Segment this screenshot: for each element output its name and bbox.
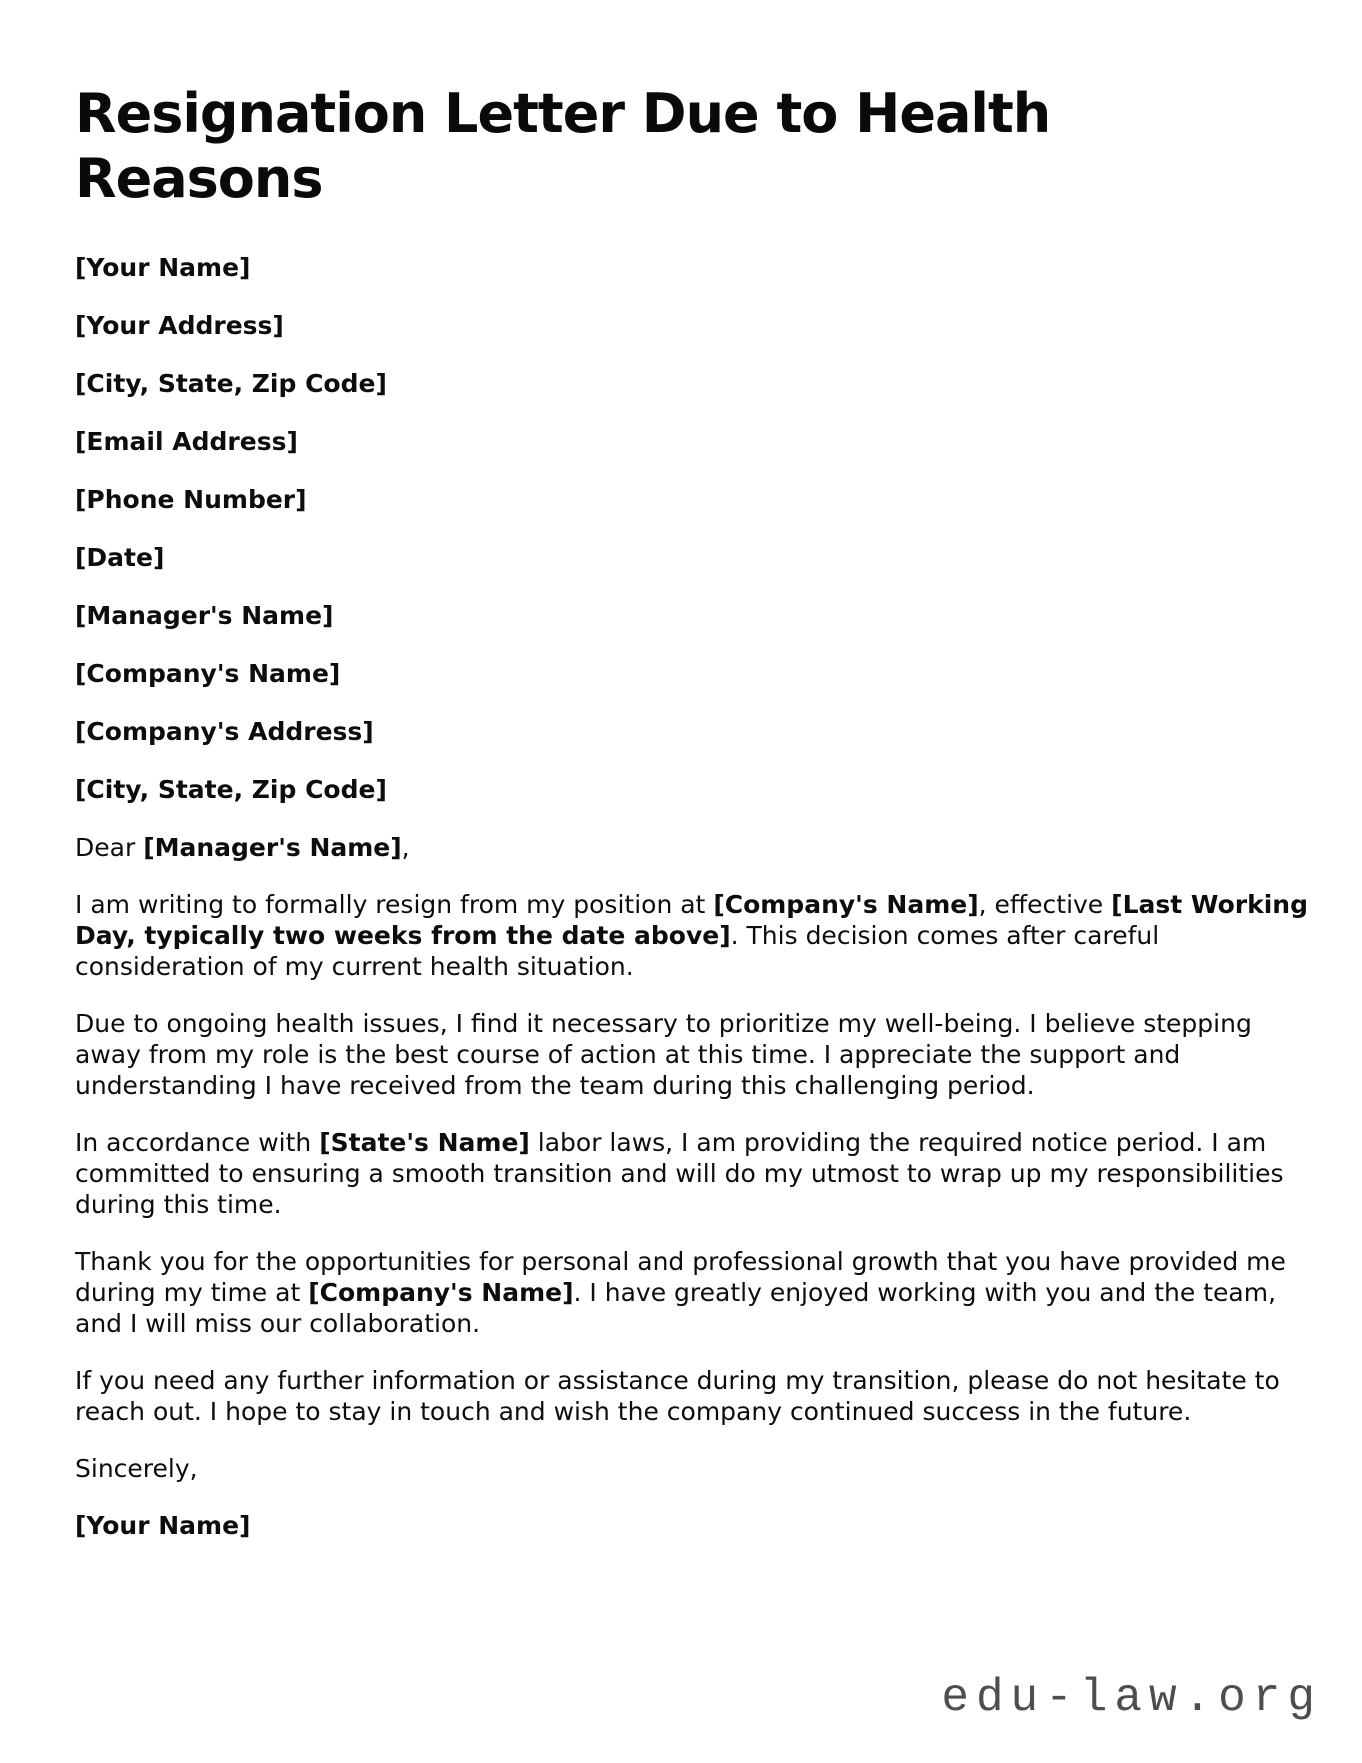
text-run: [State's Name] xyxy=(319,1127,530,1157)
text-run: , effective xyxy=(978,889,1112,919)
text-run: labor laws, I am providing the required notice period. I am committed to ensuring a smooth transition and will do my utmost to wrap up my responsibilities during this time. xyxy=(75,1127,1284,1219)
placeholder-company-city-state-zip: [City, State, Zip Code] xyxy=(75,774,387,804)
paragraph-resignation xyxy=(75,889,1317,982)
placeholder-date: [Date] xyxy=(75,542,165,572)
closing: Sincerely, xyxy=(75,1453,198,1483)
text-run: I am writing to formally resign from my position at xyxy=(75,889,714,919)
salutation xyxy=(75,832,1317,863)
text-run: In accordance with xyxy=(75,1127,320,1157)
placeholder-company-address: [Company's Address] xyxy=(75,716,374,746)
text-run: . This decision comes after careful consideration of my current health situation. xyxy=(75,920,1160,981)
page-title: Resignation Letter Due to Health Reasons xyxy=(75,82,1051,210)
text-run: [Last Working Day, typically two weeks from the date above] xyxy=(75,889,1308,950)
text-run: [Manager's Name] xyxy=(143,832,402,862)
signature-name: [Your Name] xyxy=(75,1510,251,1540)
placeholder-phone-number: [Phone Number] xyxy=(75,484,307,514)
placeholder-your-address: [Your Address] xyxy=(75,310,284,340)
text-run: . I have greatly enjoyed working with you and the team, and I will miss our collaboration. xyxy=(75,1277,1277,1338)
watermark: edu-law.org xyxy=(941,1672,1322,1724)
paragraph-further-info xyxy=(75,1365,1317,1427)
text-run: , xyxy=(401,832,410,862)
text-run: Dear xyxy=(75,832,144,862)
placeholder-city-state-zip: [City, State, Zip Code] xyxy=(75,368,387,398)
placeholder-manager-name: [Manager's Name] xyxy=(75,600,334,630)
paragraph-health-reasons xyxy=(75,1008,1317,1101)
text-run: Thank you for the opportunities for personal and professional growth that you have provided me during my time at xyxy=(75,1246,1286,1307)
placeholder-your-name: [Your Name] xyxy=(75,252,251,282)
placeholder-email-address: [Email Address] xyxy=(75,426,298,456)
text-run: [Company's Name] xyxy=(308,1277,574,1307)
text-run: Due to ongoing health issues, I find it necessary to prioritize my well-being. I believe stepping away from my role is the best course of action at this time. I appreciate the support and understanding I have received from the team during this challenging period. xyxy=(75,1008,1252,1100)
paragraph-thank-you xyxy=(75,1246,1317,1339)
paragraph-notice-period xyxy=(75,1127,1317,1220)
text-run: If you need any further information or assistance during my transition, please do not hesitate to reach out. I hope to stay in touch and wish the company continued success in the future. xyxy=(75,1365,1280,1426)
text-run: [Company's Name] xyxy=(713,889,979,919)
placeholder-company-name: [Company's Name] xyxy=(75,658,341,688)
